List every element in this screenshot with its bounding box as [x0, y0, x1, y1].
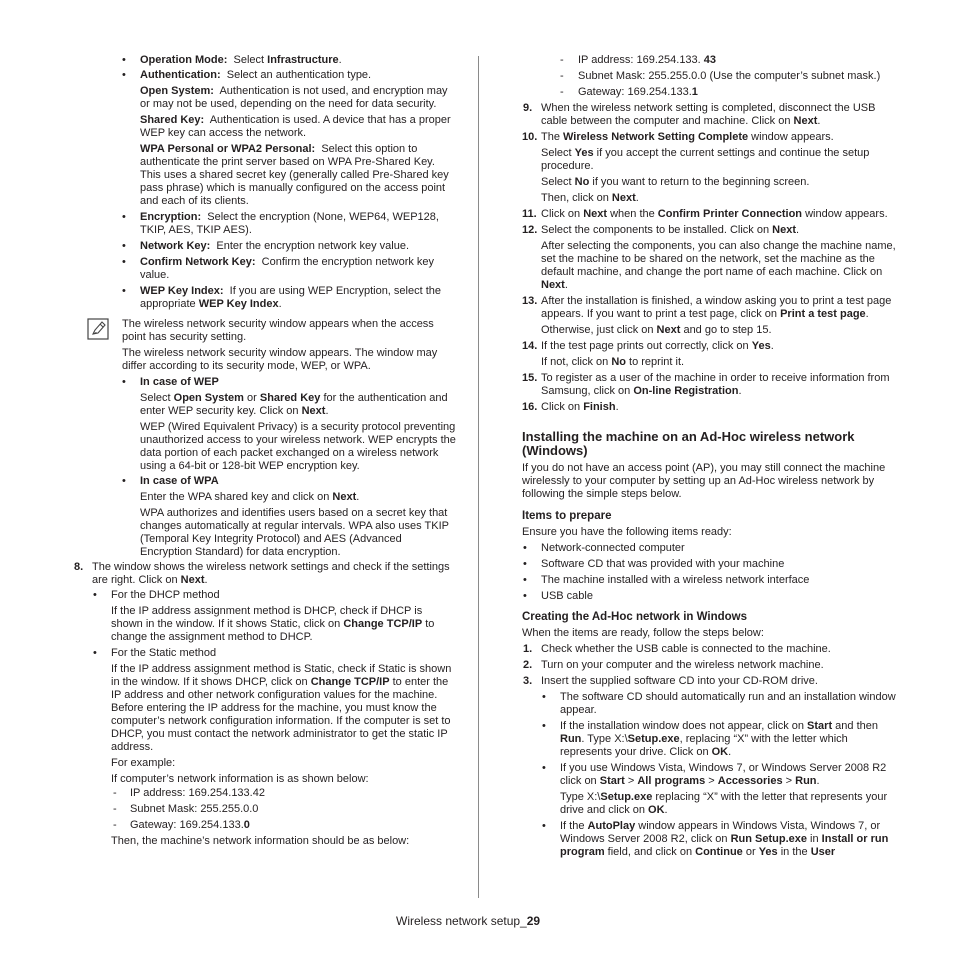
paragraph [72, 143, 456, 208]
bullet-marker: • [122, 211, 126, 223]
page-number: 29 [526, 914, 541, 928]
text: After selecting the components, you can also change the machine name, set the machine to be shared on the network, set the machine as the default machine, and change the port name of each machine. Click on Next. [541, 240, 896, 291]
text: Turn on your computer and the wireless network machine. [541, 659, 824, 671]
step-number: 1. [523, 643, 533, 655]
text: Items to prepare [522, 510, 612, 522]
text: Type X:\Setup.exe replacing “X” with the letter that represents your drive and click on OK. [560, 791, 888, 816]
text: WPA Personal or WPA2 Personal: Select this option to authenticate the print server based on WPA Pre-Shared Key. This uses a shared secret key (generally called Pre-Shared key pass phrase) which is manually configured on the access point and each of its clients. [140, 143, 449, 207]
bullet-item [522, 54, 900, 67]
paragraph [72, 421, 456, 473]
numbered-step [522, 643, 900, 656]
bullet-item [72, 240, 456, 253]
dash-marker: - [560, 70, 564, 82]
bullet-item [522, 590, 900, 603]
dash-marker: - [113, 787, 117, 799]
dash-marker: - [560, 86, 564, 98]
bullet-marker: • [542, 720, 546, 732]
text: The wireless network security window appears. The window may differ according to its security mode, WEP, or WPA. [122, 347, 438, 372]
text: If you use Windows Vista, Windows 7, or Windows Server 2008 R2 click on Start > All programs > Accessories > Run. [560, 762, 887, 787]
bullet-marker: • [122, 376, 126, 388]
dash-marker: - [113, 819, 117, 831]
text: Select the components to be installed. Click on Next. [541, 224, 800, 236]
numbered-step [522, 131, 900, 144]
note-block [72, 318, 456, 344]
numbered-step [72, 561, 456, 587]
text: Subnet Mask: 255.255.0.0 [130, 803, 259, 815]
text: Confirm Network Key: Confirm the encryption network key value. [140, 256, 435, 281]
text: Gateway: 169.254.133.1 [578, 86, 698, 98]
bullet-item [522, 542, 900, 555]
paragraph [522, 627, 900, 640]
bullet-item [522, 70, 900, 83]
text: Encryption: Select the encryption (None, WEP64, WEP128, TKIP, AES, TKIP AES). [140, 211, 439, 236]
text: If computer’s network information is as shown below: [111, 773, 369, 785]
numbered-step [522, 372, 900, 398]
paragraph [72, 114, 456, 140]
bullet-marker: • [122, 54, 126, 66]
text: For the DHCP method [111, 589, 220, 601]
text: Then, click on Next. [541, 192, 639, 204]
text: The wireless network security window appears when the access point has security setting. [122, 318, 434, 343]
paragraph [522, 176, 900, 189]
bullet-item [522, 820, 900, 859]
paragraph [522, 462, 900, 501]
right-column [522, 54, 900, 859]
text: In case of WPA [140, 475, 219, 487]
text: Select Open System or Shared Key for the authentication and enter WEP security key. Click on Next. [140, 392, 448, 417]
paragraph [72, 507, 456, 559]
paragraph [72, 85, 456, 111]
bullet-marker: • [542, 691, 546, 703]
text: If the test page prints out correctly, click on Yes. [541, 340, 774, 352]
step-number: 11. [522, 208, 537, 220]
text: Installing the machine on an Ad-Hoc wireless network (Windows) [522, 429, 855, 458]
numbered-step [522, 224, 900, 237]
bullet-marker: • [523, 542, 527, 554]
step-number: 8. [74, 561, 84, 573]
text: Shared Key: Authentication is used. A device that has a proper WEP key can access the network. [140, 114, 451, 139]
text: If the installation window does not appear, click on Start and then Run. Type X:\Setup.exe, replacing “X” with the letter which represents your drive. Click on OK. [560, 720, 878, 758]
paragraph [72, 663, 456, 754]
bullet-item [72, 589, 456, 602]
text: Authentication: Select an authentication type. [140, 69, 372, 81]
step-number: 16. [522, 401, 538, 413]
bullet-marker: • [93, 589, 97, 601]
dash-marker: - [560, 54, 564, 66]
step-number: 9. [523, 102, 533, 114]
numbered-step [522, 401, 900, 414]
paragraph [522, 192, 900, 205]
text: Otherwise, just click on Next and go to step 15. [541, 324, 772, 336]
text: If the IP address assignment method is Static, check if Static is shown in the window. If it shows DHCP, click on Change TCP/IP to enter the IP address and other network configuration values for the machine. Before entering the IP address for the machine, you must know the computer’s network configuration information. If the computer is set to DHCP, you must contact the network administrator to get the static IP address. [111, 663, 452, 753]
paragraph [72, 392, 456, 418]
bullet-marker: • [93, 647, 97, 659]
text: Check whether the USB cable is connected to the machine. [541, 643, 831, 655]
text: The Wireless Network Setting Complete window appears. [541, 131, 834, 143]
paragraph [522, 356, 900, 369]
paragraph [522, 240, 900, 292]
bullet-item [72, 69, 456, 82]
text: IP address: 169.254.133.42 [130, 787, 265, 799]
bullet-marker: • [542, 820, 546, 832]
bullet-marker: • [122, 240, 126, 252]
bullet-item [522, 574, 900, 587]
paragraph [72, 835, 456, 848]
text: Network-connected computer [541, 542, 685, 554]
bullet-item [522, 86, 900, 99]
step-number: 13. [522, 295, 538, 307]
text: Operation Mode: Select Infrastructure. [140, 54, 342, 66]
paragraph [72, 605, 456, 644]
subsection-heading [522, 611, 900, 624]
text: If the IP address assignment method is DHCP, check if DHCP is shown in the window. If it shows Static, click on Change TCP/IP to change the assignment method to DHCP. [111, 605, 435, 643]
text: Click on Finish. [541, 401, 619, 413]
subsection-heading [522, 510, 900, 523]
bullet-marker: • [122, 256, 126, 268]
paragraph [522, 147, 900, 173]
text: In case of WEP [140, 376, 219, 388]
numbered-step [522, 659, 900, 672]
step-number: 14. [522, 340, 538, 352]
bullet-item [72, 376, 456, 389]
step-number: 2. [523, 659, 533, 671]
text: WPA authorizes and identifies users based on a secret key that changes automatically at regular intervals. WPA also uses TKIP (Temporal Key Integrity Protocol) and AES (Advanced Encryption Standard) for data encryption. [140, 507, 449, 558]
bullet-item [72, 647, 456, 660]
bullet-marker: • [122, 285, 126, 297]
text: Then, the machine’s network information should be as below: [111, 835, 410, 847]
paragraph [522, 324, 900, 337]
step-number: 3. [523, 675, 533, 687]
text: WEP (Wired Equivalent Privacy) is a security protocol preventing unauthorized access to your wireless network. WEP encrypts the data portion of each packet exchanged on a wireless network using a 64-bit or 128-bit WEP encryption key. [140, 421, 456, 472]
bullet-marker: • [523, 558, 527, 570]
paragraph [72, 347, 456, 373]
text: Network Key: Enter the encryption network key value. [140, 240, 410, 252]
dash-marker: - [113, 803, 117, 815]
text: Ensure you have the following items ready: [522, 526, 732, 538]
bullet-item [72, 787, 456, 800]
numbered-step [522, 295, 900, 321]
text: For example: [111, 757, 176, 769]
bullet-marker: • [523, 590, 527, 602]
text: Subnet Mask: 255.255.0.0 (Use the computer’s subnet mask.) [578, 70, 881, 82]
text: WEP Key Index: If you are using WEP Encryption, select the appropriate WEP Key Index. [140, 285, 442, 310]
text: For the Static method [111, 647, 217, 659]
numbered-step [522, 340, 900, 353]
bullet-item [72, 475, 456, 488]
bullet-item [72, 803, 456, 816]
section-heading [522, 430, 900, 458]
footer-section: Wireless network setup_ [396, 914, 527, 928]
numbered-step [522, 675, 900, 688]
left-column [72, 54, 456, 848]
bullet-item [522, 558, 900, 571]
text: Insert the supplied software CD into your CD-ROM drive. [541, 675, 818, 687]
text: If not, click on No to reprint it. [541, 356, 685, 368]
bullet-marker: • [542, 762, 546, 774]
bullet-item [522, 720, 900, 759]
text: When the items are ready, follow the steps below: [522, 627, 764, 639]
paragraph [522, 791, 900, 817]
text: After the installation is finished, a window asking you to print a test page appears. If you want to print a test page, click on Print a test page. [541, 295, 892, 320]
bullet-item [72, 819, 456, 832]
bullet-marker: • [523, 574, 527, 586]
numbered-step [522, 102, 900, 128]
bullet-item [522, 691, 900, 717]
text: Select No if you want to return to the beginning screen. [541, 176, 810, 188]
text: If the AutoPlay window appears in Windows Vista, Windows 7, or Windows Server 2008 R2, click on Run Setup.exe in Install or run program field, and click on Continue or Yes in the User [560, 820, 889, 858]
page-footer [396, 914, 540, 928]
paragraph [72, 773, 456, 786]
text: The machine installed with a wireless network interface [541, 574, 810, 586]
text: Select Yes if you accept the current settings and continue the setup procedure. [541, 147, 870, 172]
text: To register as a user of the machine in order to receive information from Samsung, click on On-line Registration. [541, 372, 890, 397]
text: Click on Next when the Confirm Printer Connection window appears. [541, 208, 888, 220]
text: The software CD should automatically run and an installation window appear. [560, 691, 896, 716]
column-divider [478, 56, 479, 898]
text: Gateway: 169.254.133.0 [130, 819, 250, 831]
step-number: 12. [522, 224, 538, 236]
text: Enter the WPA shared key and click on Next. [140, 491, 360, 503]
bullet-item [72, 211, 456, 237]
bullet-item [522, 762, 900, 788]
text: The window shows the wireless network settings and check if the settings are right. Click on Next. [92, 561, 450, 586]
bullet-marker: • [122, 475, 126, 487]
paragraph [72, 757, 456, 770]
text: When the wireless network setting is completed, disconnect the USB cable between the computer and machine. Click on Next. [541, 102, 876, 127]
text: If you do not have an access point (AP), you may still connect the machine wirelessly to your computer by setting up an Ad-Hoc wireless network by following the simple steps below. [522, 462, 886, 500]
numbered-step [522, 208, 900, 221]
step-number: 15. [522, 372, 538, 384]
text: Software CD that was provided with your machine [541, 558, 785, 570]
step-number: 10. [522, 131, 538, 143]
note-pencil-icon [87, 318, 109, 340]
paragraph [522, 526, 900, 539]
text: Open System: Authentication is not used, and encryption may or may not be used, depending on the need for data security. [140, 85, 448, 110]
text: Creating the Ad-Hoc network in Windows [522, 611, 748, 623]
bullet-marker: • [122, 69, 126, 81]
bullet-item [72, 256, 456, 282]
bullet-item [72, 285, 456, 311]
paragraph [72, 491, 456, 504]
text: IP address: 169.254.133. 43 [578, 54, 717, 66]
bullet-item [72, 54, 456, 67]
text: USB cable [541, 590, 593, 602]
